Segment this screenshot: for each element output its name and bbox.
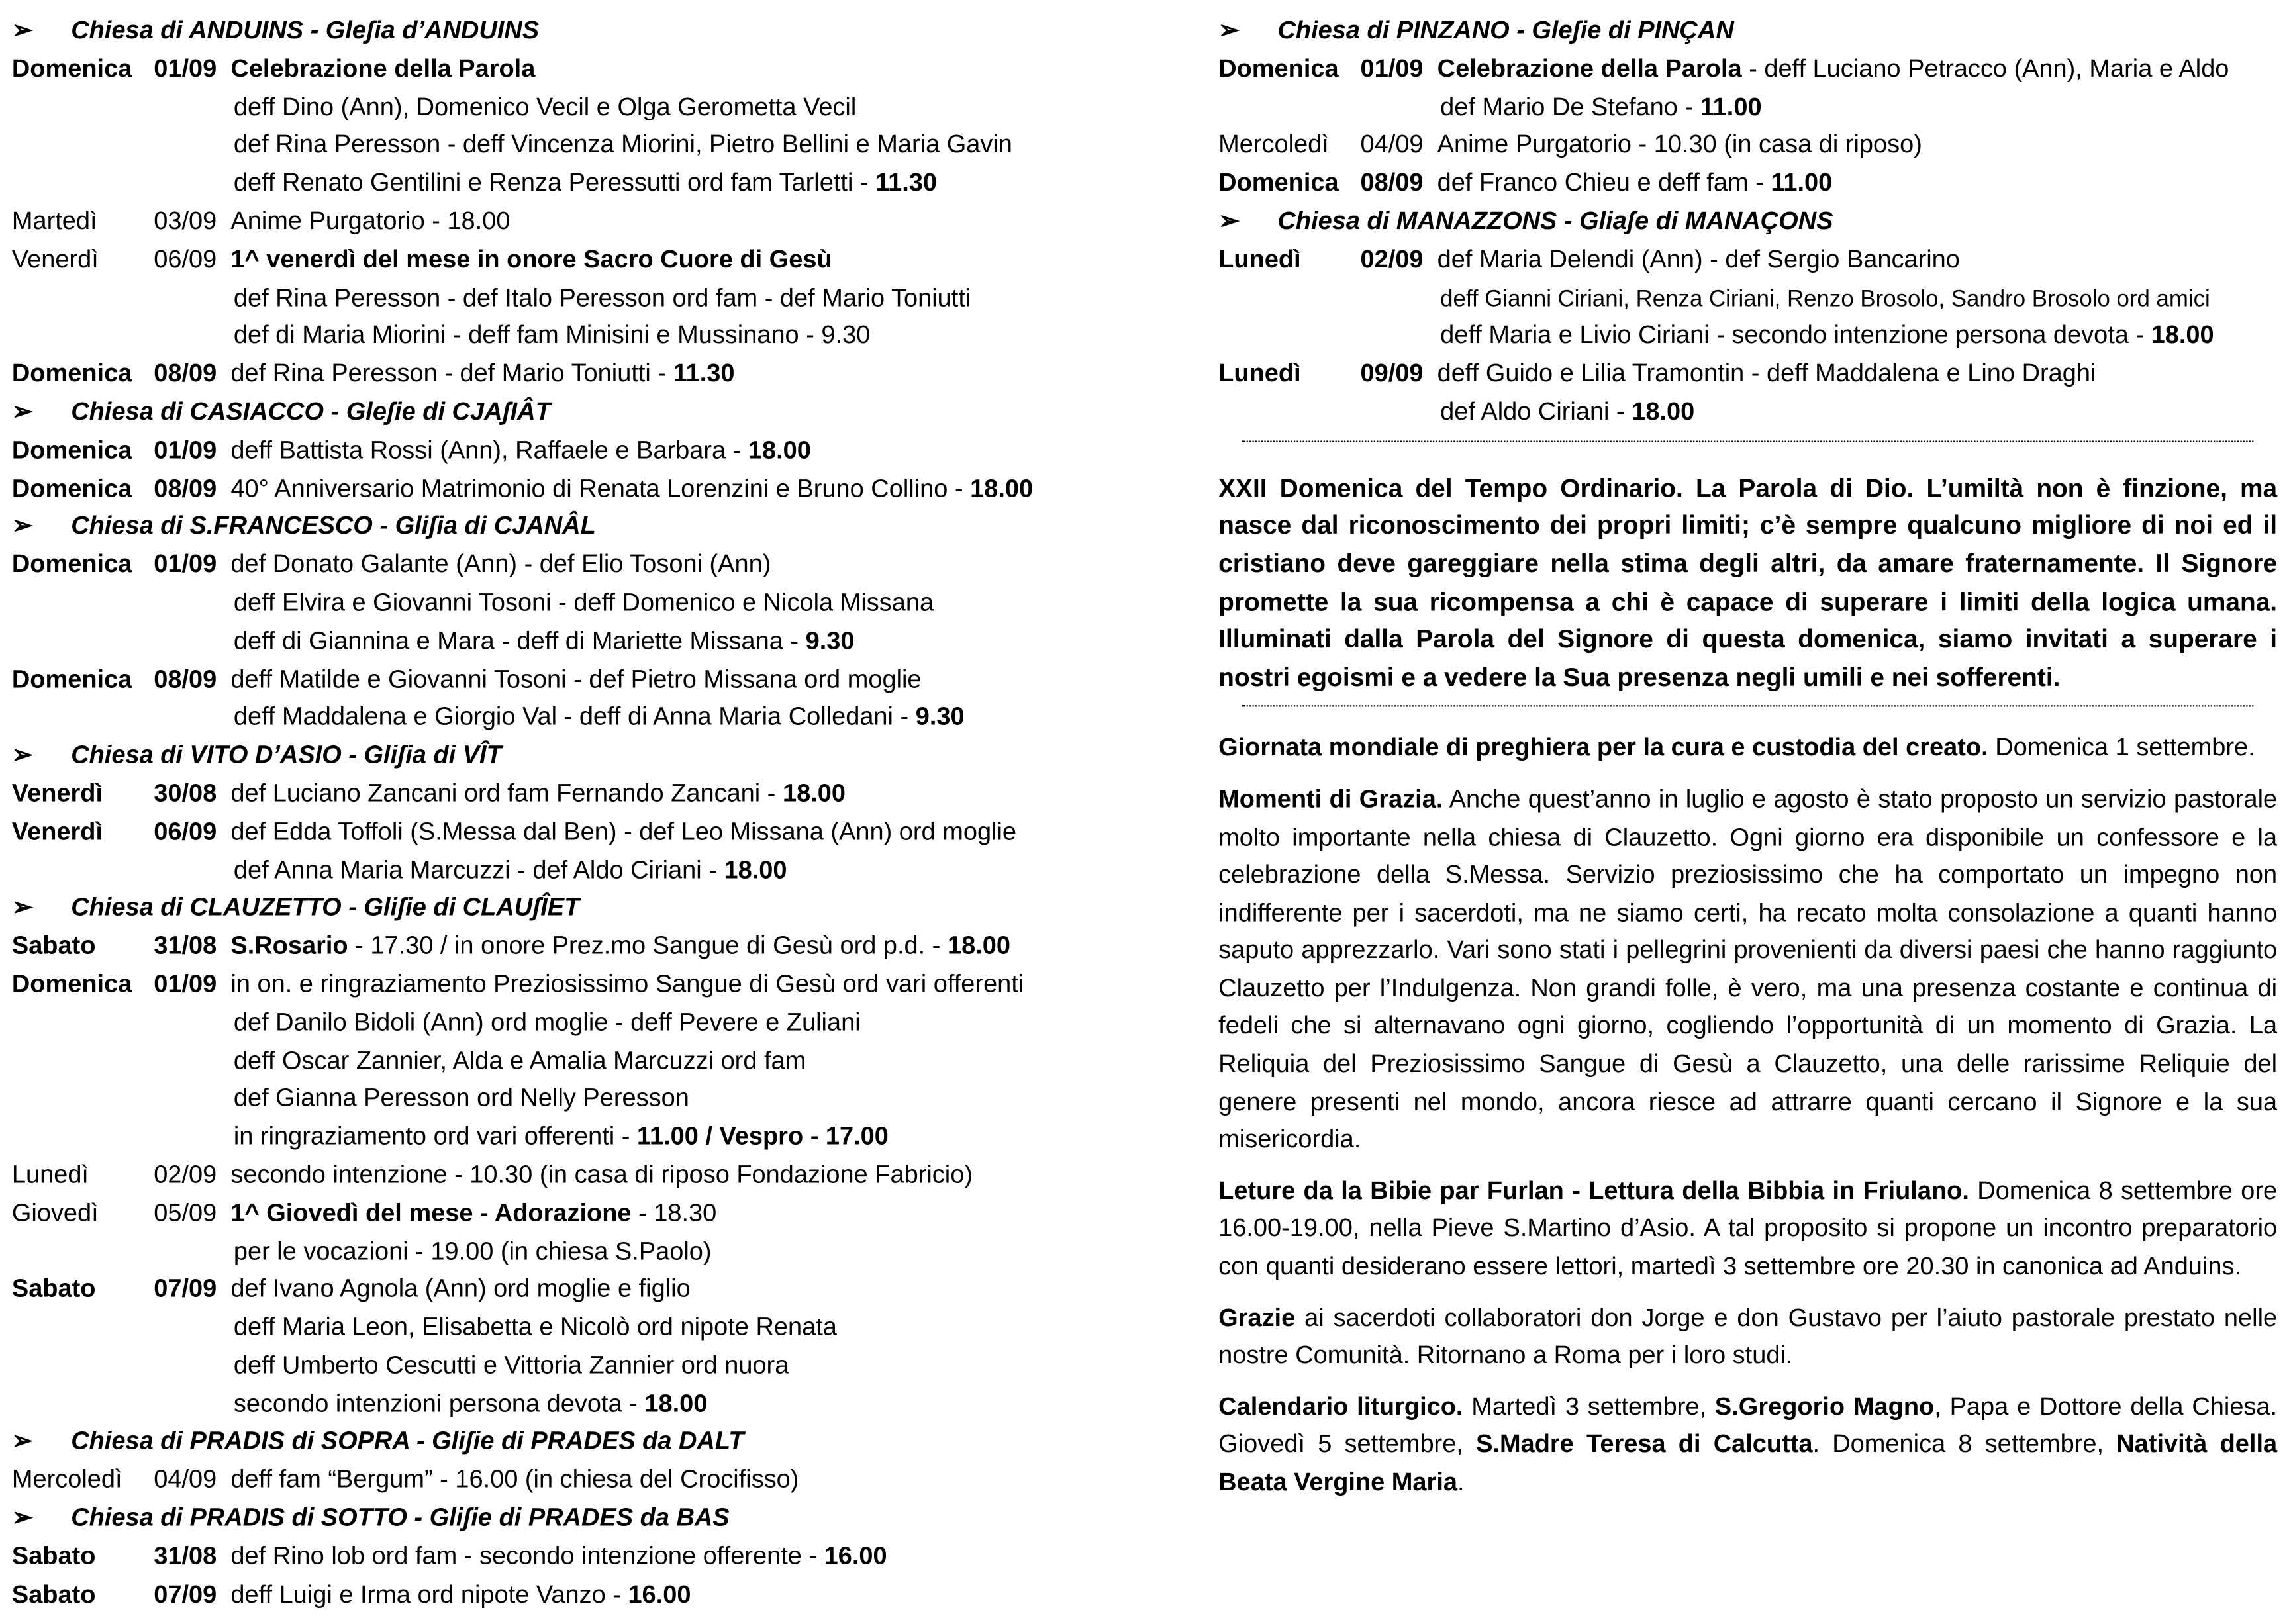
date: 07/09 [154, 1580, 217, 1608]
date: 08/09 [154, 664, 217, 693]
schedule-continuation [12, 1309, 1139, 1347]
schedule-continuation [12, 1232, 1139, 1270]
date: 30/08 [154, 779, 217, 808]
intention-text: in ringraziamento ord vari offerenti - [233, 1122, 637, 1151]
weekday: Domenica [11, 664, 132, 693]
notice-body: Domenica 8 settembre ore 16.00-19.00, nella Pieve S.Martino d’Asio. A tal proposito si propone un incontro preparatorio con quanti desiderano essere lettori, martedì 3 settembre ore 20.30 in canonica ad Anduins. [1218, 1176, 2278, 1281]
date: 01/09 [1360, 54, 1424, 83]
schedule-row [12, 203, 1139, 241]
schedule-row [12, 1461, 1139, 1500]
weekday: Lunedì [1218, 359, 1301, 388]
church-heading [12, 393, 1139, 432]
date: 02/09 [154, 1160, 217, 1189]
weekday: Domenica [1218, 54, 1339, 83]
arrow-bullet-icon: ➢ [11, 1504, 33, 1532]
arrow-bullet-icon: ➢ [11, 512, 33, 540]
schedule-row [12, 546, 1139, 584]
intention-text: Anime Purgatorio - 18.00 [230, 207, 511, 236]
highlight-text: 16.00 [824, 1541, 887, 1570]
schedule-row [1218, 164, 2277, 203]
church-heading [12, 889, 1139, 928]
date: 09/09 [1360, 359, 1424, 388]
calendar-text: Martedì 3 settembre, [1463, 1392, 1715, 1421]
schedule-continuation [12, 164, 1139, 203]
notice-paragraph [1218, 730, 2277, 767]
church-heading [12, 1500, 1139, 1538]
notice-body: Domenica 1 settembre. [1988, 734, 2255, 762]
church-name: Chiesa di ANDUINS - Gleʃia d’ANDUINS [71, 16, 540, 44]
highlight-text: Celebrazione della Parola [1437, 54, 1742, 83]
intention-text: deff Gianni Ciriani, Renza Ciriani, Renzo Brosolo, Sandro Brosolo ord amici [1440, 286, 2210, 312]
highlight-text: 18.00 [644, 1389, 708, 1417]
date: 01/09 [154, 54, 217, 83]
date: 08/09 [1360, 169, 1424, 197]
intention-text: per le vocazioni - 19.00 (in chiesa S.Paolo) [233, 1237, 712, 1265]
notice-body: Anche quest’anno in luglio e agosto è stato proposto un servizio pastorale molto importante nella chiesa di Clauzetto. Ogni giorno era disponibile un confessore e la celebrazione della S.Messa. Servizio preziosissimo che ha comportato un impegno non indifferente per i sacerdoti, ma ne siamo certi, ha recato molta consolazione a quanti hanno saputo apprezzarlo. Vari sono stati i pellegrini provenienti da diversi paesi che hanno raggiunto Clauzetto per l’Indulgenza. Non grandi folle, è vero, ma una presenza costante e continua di fedeli che si alternavano ogni giorno, cogliendo l’opportunità di un momento di Grazia. La Reliquia del Preziosissimo Sangue di Gesù a Clauzetto, una delle rarissime Reliquie del genere presenti nel mondo, ancora riesce ad attrarre quanti cercano il Signore e la sua misericordia. [1218, 785, 2278, 1154]
dotted-separator [1218, 432, 2277, 452]
calendar-title: Calendario liturgico. [1218, 1392, 1463, 1421]
schedule-continuation [12, 584, 1139, 622]
intention-text: def Rino lob ord fam - secondo intenzione offerente - [230, 1541, 824, 1570]
intention-text: def Maria Delendi (Ann) - def Sergio Bancarino [1437, 245, 1960, 273]
weekday: Domenica [11, 473, 132, 502]
weekday: Domenica [11, 54, 132, 83]
highlight-text: 16.00 [628, 1580, 691, 1608]
church-name: Chiesa di PRADIS di SOTTO - Gliʃie di PRADES da BAS [71, 1504, 730, 1532]
date: 07/09 [154, 1274, 217, 1304]
intention-text: def di Maria Miorini - deff fam Minisini e Mussinano - 9.30 [233, 321, 871, 350]
schedule-row [12, 660, 1139, 698]
highlight-text: 11.30 [875, 169, 938, 197]
intention-text: deff Matilde e Giovanni Tosoni - def Pietro Missana ord moglie [230, 664, 922, 693]
highlight-text: 18.00 [748, 436, 811, 464]
date: 08/09 [154, 359, 217, 388]
intention-text: deff Maddalena e Giorgio Val - deff di Anna Maria Colledani - [233, 702, 916, 731]
notice-paragraph [1218, 1299, 2277, 1374]
intention-text: deff di Giannina e Mara - deff di Mariette Missana - [233, 626, 806, 655]
weekday: Sabato [11, 1274, 96, 1304]
intention-text: def Rina Peresson - def Italo Peresson ord fam - def Mario Toniutti [233, 283, 971, 312]
intention-text: def Rina Peresson - def Mario Toniutti - [230, 359, 673, 388]
intention-text: def Mario De Stefano - [1440, 92, 1700, 121]
schedule-continuation [12, 622, 1139, 661]
notice-title: Grazie [1218, 1303, 1296, 1332]
schedule-continuation [12, 126, 1139, 165]
schedule-continuation [12, 279, 1139, 317]
calendar-saint-1: S.Gregorio Magno [1714, 1392, 1935, 1421]
date: 04/09 [1360, 130, 1424, 159]
intention-text: deff Elvira e Giovanni Tosoni - deff Domenico e Nicola Missana [233, 588, 934, 617]
calendar-text: . [1457, 1468, 1465, 1497]
notice-title: Momenti di Grazia. [1218, 785, 1443, 814]
intention-text: def Luciano Zancani ord fam Fernando Zancani - [230, 779, 783, 808]
schedule-continuation [12, 851, 1139, 889]
intention-text: - 18.30 [631, 1198, 717, 1227]
weekday: Lunedì [1218, 245, 1301, 273]
church-name: Chiesa di S.FRANCESCO - Gliʃia di CJANÂL [71, 512, 596, 540]
intention-text: def Ivano Agnola (Ann) ord moglie e figlio [230, 1274, 691, 1304]
intention-text: deff Dino (Ann), Domenico Vecil e Olga Gerometta Vecil [233, 92, 857, 121]
intention-text: deff fam “Bergum” - 16.00 (in chiesa del Crocifisso) [230, 1465, 799, 1494]
schedule-row [12, 50, 1139, 88]
intention-text: def Aldo Ciriani - [1440, 397, 1632, 426]
weekday: Mercoledì [11, 1465, 122, 1494]
schedule-continuation [12, 88, 1139, 126]
calendar-saint-2: S.Madre Teresa di Calcutta [1476, 1430, 1813, 1458]
highlight-text: 11.00 / Vespro - 17.00 [636, 1122, 889, 1151]
highlight-text: 1^ venerdì del mese in onore Sacro Cuore di Gesù [230, 245, 832, 273]
date: 31/08 [154, 931, 217, 960]
right-schedule [1218, 12, 2277, 432]
dotted-separator [1218, 697, 2277, 712]
arrow-bullet-icon: ➢ [1218, 16, 1240, 44]
schedule-continuation [12, 1385, 1139, 1423]
schedule-row [12, 1270, 1139, 1309]
arrow-bullet-icon: ➢ [1218, 207, 1240, 236]
notice-body: ai sacerdoti collaboratori don Jorge e don Gustavo per l’aiuto pastorale prestato nelle nostre Comunità. Ritornano a Roma per i loro studi. [1218, 1303, 2278, 1370]
weekday: Venerdì [11, 245, 99, 273]
weekday: Venerdì [11, 817, 103, 845]
date: 05/09 [154, 1198, 217, 1227]
intention-text: def Edda Toffoli (S.Messa dal Ben) - def Leo Missana (Ann) ord moglie [230, 817, 1017, 845]
right-column [1218, 12, 2277, 1502]
schedule-row [12, 432, 1139, 470]
intention-text: deff Guido e Lilia Tramontin - deff Maddalena e Lino Draghi [1437, 359, 2096, 388]
schedule-row [12, 1194, 1139, 1233]
intention-text: def Rina Peresson - deff Vincenza Miorini, Pietro Bellini e Maria Gavin [233, 130, 1012, 159]
intention-text: in on. e ringraziamento Preziosissimo Sangue di Gesù ord vari offerenti [230, 969, 1024, 998]
church-name: Chiesa di CASIACCO - Gleʃie di CJAʃIÂT [71, 397, 551, 426]
schedule-row [1218, 241, 2277, 279]
highlight-text: 1^ Giovedì del mese - Adorazione [230, 1198, 632, 1227]
intention-text: def Gianna Peresson ord Nelly Peresson [233, 1084, 689, 1113]
church-heading [12, 508, 1139, 546]
schedule-continuation [1218, 88, 2277, 126]
schedule-row [1218, 50, 2277, 88]
schedule-continuation [12, 1041, 1139, 1080]
notices [1218, 730, 2277, 1388]
date: 31/08 [154, 1541, 217, 1570]
date: 06/09 [154, 817, 217, 845]
schedule-row [12, 927, 1139, 965]
weekday: Sabato [11, 931, 96, 960]
weekday: Domenica [11, 436, 132, 464]
left-column-schedule [12, 12, 1139, 1614]
schedule-continuation [12, 1004, 1139, 1042]
schedule-row [12, 1156, 1139, 1194]
highlight-text: 18.00 [782, 779, 846, 808]
church-heading [1218, 12, 2277, 50]
notice-paragraph [1218, 1172, 2277, 1286]
church-name: Chiesa di VITO D’ASIO - Gliʃia di VÎT [71, 741, 502, 769]
date: 01/09 [154, 550, 217, 579]
date: 06/09 [154, 245, 217, 273]
schedule-continuation [12, 1347, 1139, 1385]
highlight-text: 18.00 [724, 855, 787, 884]
schedule-row [12, 241, 1139, 279]
arrow-bullet-icon: ➢ [11, 893, 33, 922]
intention-text: Anime Purgatorio - 10.30 (in casa di riposo) [1437, 130, 1922, 159]
weekday: Domenica [11, 359, 132, 388]
date: 01/09 [154, 436, 217, 464]
intention-text: secondo intenzione - 10.30 (in casa di riposo Fondazione Fabricio) [230, 1160, 973, 1189]
arrow-bullet-icon: ➢ [11, 16, 33, 44]
arrow-bullet-icon: ➢ [11, 397, 33, 426]
schedule-row [12, 1537, 1139, 1576]
highlight-text: 11.00 [1771, 169, 1833, 197]
intention-text: deff Renato Gentilini e Renza Peressutti ord fam Tarletti - [233, 169, 876, 197]
weekday: Giovedì [11, 1198, 99, 1227]
intention-text: - 17.30 / in onore Prez.mo Sangue di Gesù ord p.d. - [348, 931, 948, 960]
schedule-continuation [12, 698, 1139, 737]
schedule-row [1218, 355, 2277, 393]
arrow-bullet-icon: ➢ [11, 741, 33, 769]
highlight-text: 11.30 [673, 359, 735, 388]
intention-text: deff Battista Rossi (Ann), Raffaele e Barbara - [230, 436, 748, 464]
intention-text: def Donato Galante (Ann) - def Elio Tosoni (Ann) [230, 550, 771, 579]
date: 03/09 [154, 207, 217, 236]
weekday: Venerdì [11, 779, 103, 808]
notice-paragraph [1218, 781, 2277, 1159]
weekday: Domenica [11, 550, 132, 579]
weekday: Mercoledì [1218, 130, 1329, 159]
highlight-text: 11.00 [1700, 92, 1762, 121]
schedule-continuation [12, 1118, 1139, 1157]
calendar-text: , Papa e Dottore della Chiesa. Giovedì 5 settembre, [1218, 1392, 2278, 1458]
date: 08/09 [154, 473, 217, 502]
schedule-row [12, 469, 1139, 508]
intention-text: def Anna Maria Marcuzzi - def Aldo Ciriani - [233, 855, 724, 884]
notice-title: Giornata mondiale di preghiera per la cura e custodia del creato. [1218, 734, 1988, 762]
schedule-continuation [12, 1080, 1139, 1118]
highlight-text: 18.00 [1632, 397, 1695, 426]
church-name: Chiesa di CLAUZETTO - Gliʃie di CLAUʃÎET [71, 893, 580, 922]
schedule-continuation [1218, 393, 2277, 432]
schedule-row [12, 965, 1139, 1004]
schedule-row [12, 813, 1139, 851]
highlight-text: 18.00 [970, 473, 1034, 502]
notice-title: Leture da la Bibie par Furlan - Lettura della Bibbia in Friulano. [1218, 1176, 1969, 1205]
schedule-row [12, 1576, 1139, 1614]
schedule-continuation [1218, 279, 2277, 317]
highlight-text: 9.30 [915, 702, 965, 731]
intention-text: secondo intenzioni persona devota - [233, 1389, 645, 1417]
intention-text: deff Umberto Cescutti e Vittoria Zannier ord nuora [233, 1351, 789, 1380]
date: 04/09 [154, 1465, 217, 1494]
intention-text: deff Maria Leon, Elisabetta e Nicolò ord nipote Renata [233, 1313, 837, 1341]
calendar-feast: Natività della Beata Vergine Maria [1218, 1430, 2278, 1497]
schedule-row [12, 355, 1139, 393]
intention-text: deff Maria e Livio Ciriani - secondo intenzione persona devota - [1440, 321, 2151, 350]
date: 02/09 [1360, 245, 1424, 273]
calendar-notice [1218, 1388, 2277, 1502]
weekday: Domenica [11, 969, 132, 998]
church-name: Chiesa di PINZANO - Gleʃie di PINÇAN [1277, 16, 1734, 44]
date: 01/09 [154, 969, 217, 998]
church-name: Chiesa di MANAZZONS - Gliaʃe di MANAÇONS [1277, 207, 1833, 236]
intention-text: deff Oscar Zannier, Alda e Amalia Marcuzzi ord fam [233, 1046, 806, 1075]
schedule-continuation [1218, 317, 2277, 356]
church-heading [12, 736, 1139, 775]
calendar-text: . Domenica 8 settembre, [1812, 1430, 2117, 1458]
intention-text: def Danilo Bidoli (Ann) ord moglie - deff Pevere e Zuliani [233, 1008, 861, 1036]
arrow-bullet-icon: ➢ [11, 1427, 33, 1456]
weekday: Sabato [11, 1541, 96, 1570]
schedule-continuation [12, 317, 1139, 356]
intention-text: 40° Anniversario Matrimonio di Renata Lorenzini e Bruno Collino - [230, 473, 971, 502]
intention-text: - deff Luciano Petracco (Ann), Maria e Aldo [1741, 54, 2229, 83]
sunday-reflection: XXII Domenica del Tempo Ordinario. La Parola di Dio. L’umiltà non è finzione, ma nasce dal riconoscimento dei propri limiti; c’è sempre qualcuno migliore di noi ed il cristiano deve gareggiare nella stima degli altri, da amare fraternamente. Il Signore promette la sua ricompensa a chi è capace di superare i limiti della logica umana. Illuminati dalla Parola del Signore di questa domenica, siamo invitati a superare i nostri egoismi e a vedere la Sua presenza negli umili e nei sofferenti. [1218, 473, 2278, 692]
weekday: Sabato [11, 1580, 96, 1608]
highlight-text: 18.00 [947, 931, 1010, 960]
highlight-text: 9.30 [805, 626, 855, 655]
weekday: Martedì [11, 207, 97, 236]
weekday: Domenica [1218, 169, 1339, 197]
schedule-row [1218, 126, 2277, 165]
schedule-row [12, 775, 1139, 813]
highlight-text: 18.00 [2151, 321, 2214, 350]
church-heading [12, 1423, 1139, 1461]
weekday: Lunedì [11, 1160, 89, 1189]
highlight-text: Celebrazione della Parola [230, 54, 536, 83]
intention-text: deff Luigi e Irma ord nipote Vanzo - [230, 1580, 628, 1608]
church-heading [12, 12, 1139, 50]
church-heading [1218, 203, 2277, 241]
highlight-text: S.Rosario [230, 931, 348, 960]
intention-text: def Franco Chieu e deff fam - [1437, 169, 1771, 197]
church-name: Chiesa di PRADIS di SOPRA - Gliʃie di PRADES da DALT [71, 1427, 744, 1456]
